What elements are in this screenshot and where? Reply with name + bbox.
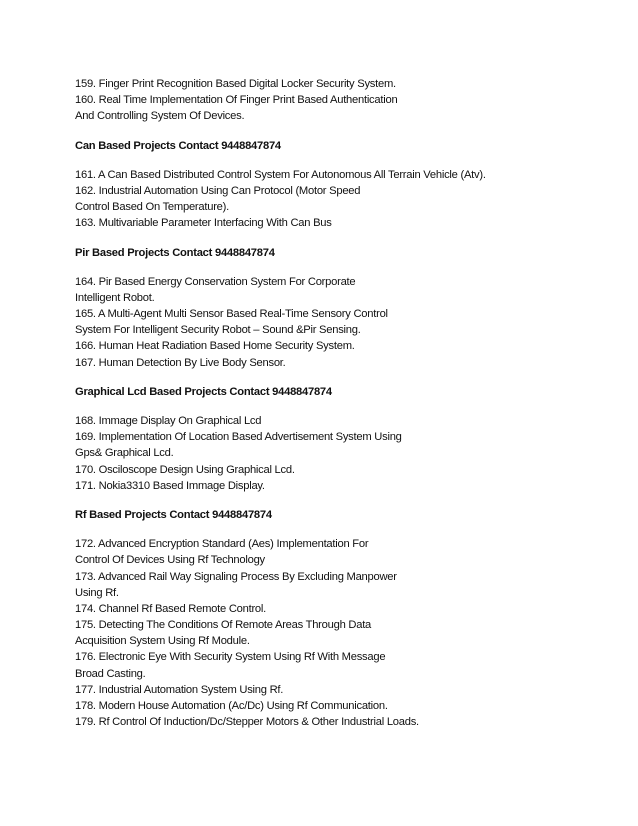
section-heading-graphical-lcd: Graphical Lcd Based Projects Contact 9448847874 [75,385,332,398]
list-item: And Controlling System Of Devices. [75,110,245,123]
section-heading-pir: Pir Based Projects Contact 9448847874 [75,246,275,259]
list-item: 166. Human Heat Radiation Based Home Security System. [75,340,355,353]
list-item: 178. Modern House Automation (Ac/Dc) Using Rf Communication. [75,700,388,712]
list-item: 161. A Can Based Distributed Control System For Autonomous All Terrain Vehicle (Atv). [75,168,486,181]
list-item: Control Of Devices Using Rf Technology [75,554,265,567]
list-item: 172. Advanced Encryption Standard (Aes) Implementation For [75,538,369,551]
list-item: Control Based On Temperature). [75,201,229,214]
list-item: Intelligent Robot. [75,291,155,304]
list-item: 176. Electronic Eye With Security System Using Rf With Message [75,651,386,664]
list-item: 159. Finger Print Recognition Based Digital Locker Security System. [75,78,396,90]
list-item: 163. Multivariable Parameter Interfacing With Can Bus [75,217,332,230]
list-item: Using Rf. [75,586,119,599]
section-can [75,167,615,232]
list-item: Acquisition System Using Rf Module. [75,635,250,648]
list-item: 174. Channel Rf Based Remote Control. [75,602,266,615]
list-item: 177. Industrial Automation System Using Rf. [75,683,284,696]
section-pir [75,274,615,371]
list-item: 175. Detecting The Conditions Of Remote Areas Through Data [75,619,372,632]
list-item: 171. Nokia3310 Based Immage Display. [75,479,265,492]
section-heading-rf: Rf Based Projects Contact 9448847874 [75,508,272,521]
list-item: Broad Casting. [75,667,146,680]
list-item: 179. Rf Control Of Induction/Dc/Stepper Motors & Other Industrial Loads. [75,716,419,729]
project-list [75,76,615,730]
section-finger-print [75,76,615,125]
list-item: 165. A Multi-Agent Multi Sensor Based Real-Time Sensory Control [75,308,388,321]
list-item: 168. Immage Display On Graphical Lcd [75,415,262,427]
list-item: 160. Real Time Implementation Of Finger Print Based Authentication [75,94,398,107]
section-rf [75,536,615,730]
list-item: 173. Advanced Rail Way Signaling Process By Excluding Manpower [75,570,397,583]
list-item: 162. Industrial Automation Using Can Protocol (Motor Speed [75,184,361,197]
list-item: 164. Pir Based Energy Conservation System For Corporate [75,275,356,288]
section-graphical-lcd [75,413,615,494]
list-item: 170. Osciloscope Design Using Graphical Lcd. [75,463,295,476]
list-item: System For Intelligent Security Robot – Sound &Pir Sensing. [75,324,361,337]
list-item: 167. Human Detection By Live Body Sensor. [75,356,286,369]
list-item: 169. Implementation Of Location Based Advertisement System Using [75,431,402,444]
section-heading-can: Can Based Projects Contact 9448847874 [75,139,281,152]
list-item: Gps& Graphical Lcd. [75,447,174,460]
